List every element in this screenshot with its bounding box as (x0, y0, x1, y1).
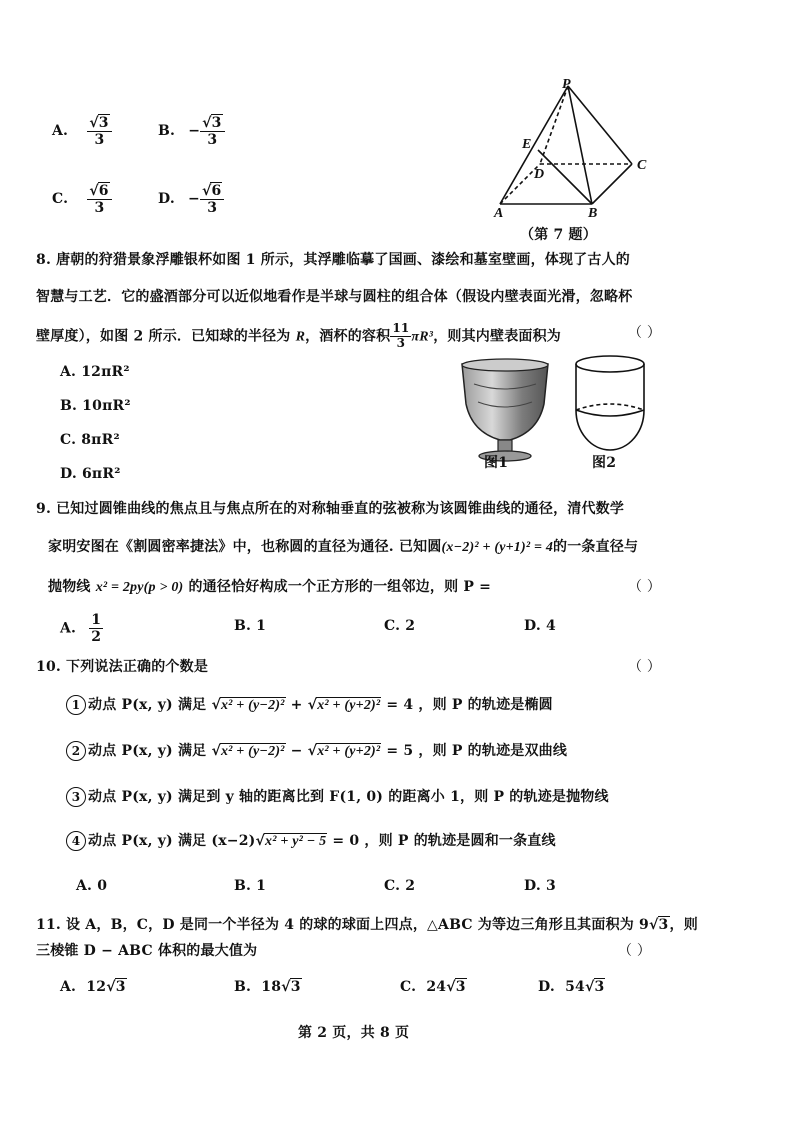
q9-option-c: C. 2 (384, 618, 416, 634)
q7-option-c: C. $\frac{√6}{3}$ (52, 182, 112, 216)
q10-option-d: D. 3 (524, 878, 556, 894)
q9-stem-line2: 家明安图在《割圆密率捷法》中，也称圆的直径为通径. 已知圆(x−2)² + (y+1)² = 4的一条直径与 (48, 539, 639, 555)
q9-option-d: D. 4 (524, 618, 556, 634)
q8-figure2-cup-model (568, 352, 652, 460)
edge-pa (500, 86, 568, 204)
q10-statement-1: 1 动点 P(x, y) 满足 √x² + (y−2)² + √x² + (y+2)² = 4 ，则 P 的轨迹是椭圆 (66, 694, 553, 715)
q8-option-a: A. 12πR² (60, 364, 130, 380)
q10-option-b: B. 1 (234, 878, 267, 894)
q7-option-a: A. $\frac{√3}{3}$ (52, 114, 112, 148)
q8-stem-line1: 8. 唐朝的狩猎景象浮雕银杯如图 1 所示，其浮雕临摹了国画、漆绘和墓室壁画，体现了古人的 (36, 252, 630, 268)
q9-stem-line1: 9. 已知过圆锥曲线的焦点且与焦点所在的对称轴垂直的弦被称为该圆锥曲线的通径，清代数学 (36, 501, 625, 517)
q11-option-b: B. 18√3 (234, 979, 301, 995)
label-p: P (562, 77, 571, 92)
q9-answer-blank[interactable]: （ ） (628, 579, 662, 595)
q8-option-d: D. 6πR² (60, 466, 121, 482)
q8-stem-line2: 智慧与工艺．它的盛酒部分可以近似地看作是半球与圆柱的组合体（假设内壁表面光滑，忽略杯 (36, 289, 633, 305)
q10-statement-3: 3 动点 P(x, y) 满足到 y 轴的距离比到 F(1, 0) 的距离小 1，则 P 的轨迹是抛物线 (66, 786, 609, 807)
q8-figure1-caption: 图1 (484, 455, 509, 471)
q9-stem-line3: 抛物线 x² = 2py(p > 0) 的通径恰好构成一个正方形的一组邻边，则 P = (48, 579, 492, 595)
q7-figure-caption: （第 7 题） (520, 227, 597, 243)
q8-figure2-caption: 图2 (592, 455, 617, 471)
q11-option-a: A. 12√3 (60, 979, 126, 995)
q8-figure1-silver-cup (454, 354, 556, 464)
q10-statement-4: 4 动点 P(x, y) 满足 (x−2)√x² + y² − 5 = 0 ，则 P 的轨迹是圆和一条直线 (66, 830, 556, 851)
q8-option-b: B. 10πR² (60, 398, 131, 414)
q8-option-c: C. 8πR² (60, 432, 120, 448)
q9-option-b: B. 1 (234, 618, 267, 634)
segment-eb (538, 150, 592, 204)
q10-statement-2: 2 动点 P(x, y) 满足 √x² + (y−2)² − √x² + (y+2)² = 5 ，则 P 的轨迹是双曲线 (66, 740, 567, 761)
q11-answer-blank[interactable]: （ ） (618, 943, 652, 959)
q11-option-c: C. 24√3 (400, 979, 466, 995)
q10-option-c: C. 2 (384, 878, 416, 894)
label-d: D (534, 167, 545, 182)
edge-pc (568, 86, 632, 164)
q11-stem-line2: 三棱锥 D − ABC 体积的最大值为 (36, 943, 258, 959)
label-a: A (494, 206, 504, 221)
q10-stem: 10. 下列说法正确的个数是 (36, 659, 209, 675)
q11-stem-line1: 11. 设 A，B，C，D 是同一个半径为 4 的球的球面上四点，△ABC 为等边三角形且其面积为 9√3，则 (36, 917, 698, 933)
q11-option-d: D. 54√3 (538, 979, 605, 995)
edge-pb (568, 86, 592, 204)
q7-option-b: B. − $\frac{√3}{3}$ (158, 114, 225, 148)
q8-stem-line3: 壁厚度），如图 2 所示．已知球的半径为 R，酒杯的容积 $\frac{11}{3}$ πR³，则其内壁表面积为 (36, 321, 562, 350)
q10-option-a: A. 0 (76, 878, 108, 894)
q9-option-a: A. $\frac{1}{2}$ (60, 612, 102, 646)
q10-answer-blank[interactable]: （ ） (628, 659, 662, 675)
q8-answer-blank[interactable]: （ ） (628, 325, 662, 341)
label-c: C (637, 158, 647, 173)
edge-pd (540, 86, 568, 164)
page-footer: 第 2 页，共 8 页 (298, 1025, 410, 1041)
edge-bc (592, 164, 632, 204)
label-b: B (588, 206, 598, 221)
q7-pyramid-figure (480, 76, 660, 226)
label-e: E (522, 137, 532, 152)
q7-option-d: D. − $\frac{√6}{3}$ (158, 182, 224, 216)
